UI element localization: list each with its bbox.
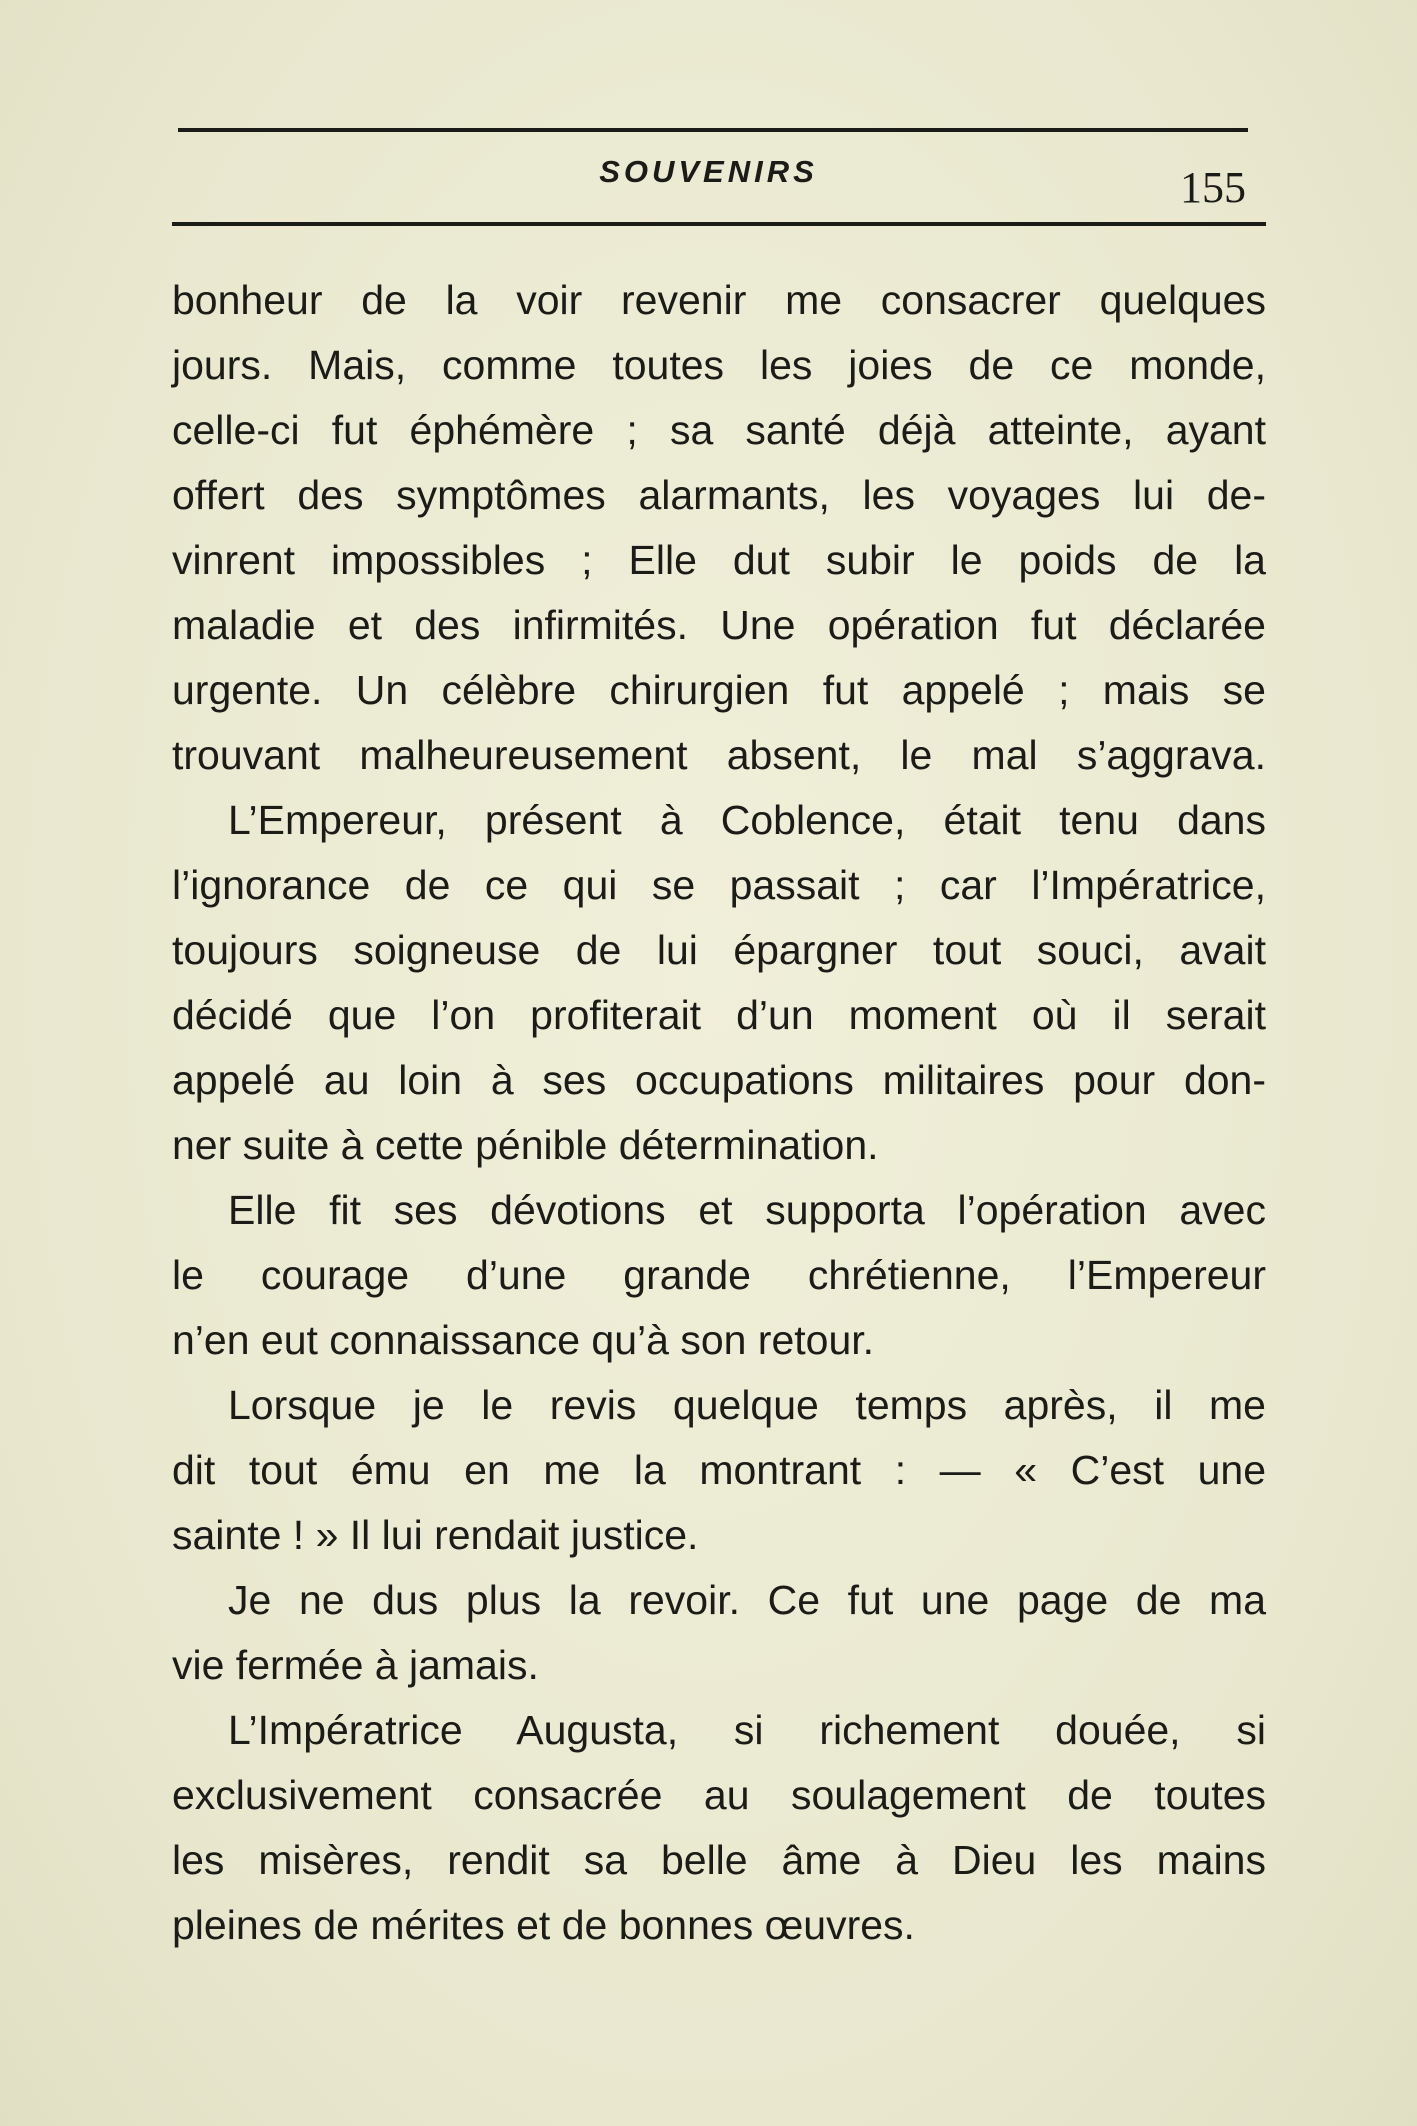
header-top-rule	[178, 128, 1248, 132]
text-line: ner suite à cette pénible détermination.	[172, 1122, 879, 1168]
text-line: sainte ! » Il lui rendait justice.	[172, 1512, 699, 1558]
text-line: les misères, rendit sa belle âme à Dieu les mains	[172, 1837, 1266, 1883]
page-number: 155	[1180, 163, 1246, 212]
text-line: l’ignorance de ce qui se passait ; car l’Impératrice,	[172, 862, 1266, 908]
text-line: celle-ci fut éphémère ; sa santé déjà atteinte, ayant	[172, 407, 1266, 453]
text-line: bonheur de la voir revenir me consacrer quelques	[172, 277, 1266, 323]
paragraph	[172, 1568, 1266, 1698]
text-line: trouvant malheureusement absent, le mal s’aggrava.	[172, 732, 1266, 778]
body-text	[172, 268, 1266, 1958]
text-line: Lorsque je le revis quelque temps après, il me	[228, 1382, 1266, 1428]
text-line: dit tout ému en me la montrant : — « C’est une	[172, 1447, 1266, 1493]
text-line: L’Impératrice Augusta, si richement douée, si	[228, 1707, 1266, 1753]
text-line: Je ne dus plus la revoir. Ce fut une page de ma	[228, 1577, 1266, 1623]
paragraph	[172, 788, 1266, 1178]
paragraph	[172, 1698, 1266, 1958]
text-line: toujours soigneuse de lui épargner tout souci, avait	[172, 927, 1266, 973]
paragraph	[172, 268, 1266, 788]
text-line: maladie et des infirmités. Une opération fut déclarée	[172, 602, 1266, 648]
running-title: SOUVENIRS	[599, 154, 818, 189]
text-line: L’Empereur, présent à Coblence, était tenu dans	[228, 797, 1266, 843]
text-line: vie fermée à jamais.	[172, 1642, 539, 1688]
header-bottom-rule	[172, 222, 1266, 226]
text-line: urgente. Un célèbre chirurgien fut appelé ; mais se	[172, 667, 1266, 713]
text-line: jours. Mais, comme toutes les joies de ce monde,	[172, 342, 1266, 388]
text-line: appelé au loin à ses occupations militaires pour don-	[172, 1057, 1266, 1103]
paragraph	[172, 1373, 1266, 1568]
text-line: exclusivement consacrée au soulagement de toutes	[172, 1772, 1266, 1818]
paragraph	[172, 1178, 1266, 1373]
text-line: vinrent impossibles ; Elle dut subir le poids de la	[172, 537, 1266, 583]
text-line: pleines de mérites et de bonnes œuvres.	[172, 1902, 915, 1948]
text-line: n’en eut connaissance qu’à son retour.	[172, 1317, 875, 1363]
text-line: décidé que l’on profiterait d’un moment où il serait	[172, 992, 1266, 1038]
text-line: Elle fit ses dévotions et supporta l’opération avec	[228, 1187, 1266, 1233]
text-line: le courage d’une grande chrétienne, l’Empereur	[172, 1252, 1266, 1298]
text-line: offert des symptômes alarmants, les voyages lui de-	[172, 472, 1266, 518]
